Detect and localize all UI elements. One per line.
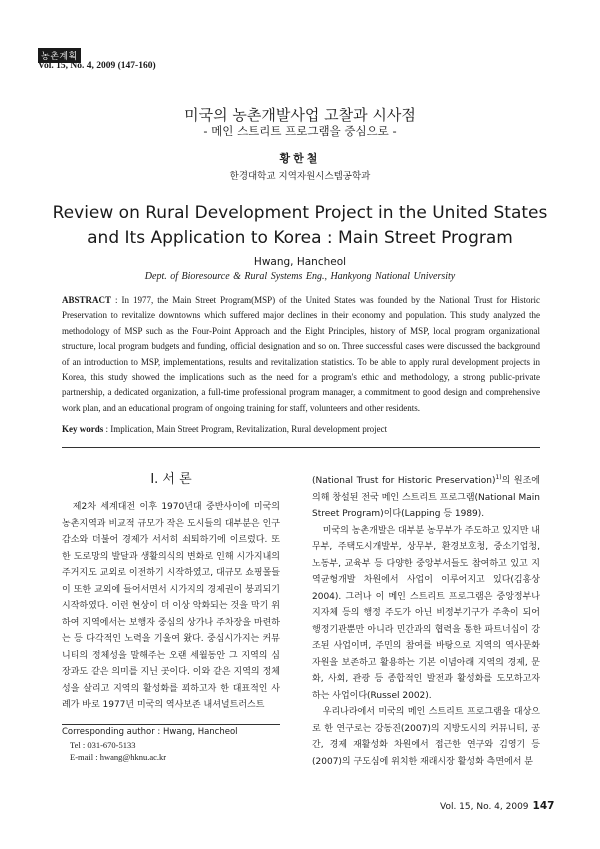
left-column [62, 499, 280, 714]
right-column [312, 470, 540, 770]
abstract-label: ABSTRACT [62, 295, 112, 305]
paragraph [312, 470, 540, 523]
footnote-divider [62, 724, 280, 725]
abstract [62, 293, 540, 416]
title-en-line1: Review on Rural Development Project in the United States [52, 203, 548, 223]
footnote [62, 726, 238, 764]
author-english: Hwang, Hancheol [253, 256, 347, 268]
affiliation-english: Dept. of Bioresource & Rural Systems Eng., Hankyong National University [144, 271, 456, 282]
footer-issue: Vol. 15, No. 4, 2009 [440, 802, 529, 812]
paragraph-text: 의 원조에 의해 창설된 전국 메인 스트리트 프로그램(National Main Street Program)이다(Lapping 등 1989). [312, 476, 540, 519]
abstract-text: : In 1977, the Main Street Program(MSP) of the United States was founded by the National Trust for Historic Preservation to revitalize downtowns which suffered major declines in their economy and population. This study analyzed the methodology of MSP such as the Four-Point Approach and the Eight Principles, history of MSP, local program organizational structure, local program budgets and funding, official designation and so on. Three successful cases were discussed the background of an introduction to MSP, implementations, results and revitalization statistics. To be able to apply rural development projects in Korea, this study showed the implications such as the need for a program's ethic and methodology, a strong public-private partnership, a dedicated organization, a full-time professional program manager, a commitment to good design and comprehensive work plan, and an educational program of ongoing training for staff, volunteers and other residents. [62, 295, 540, 413]
affiliation-korean: 한경대학교 지역자원시스템공학과 [229, 171, 371, 182]
paragraph-text: (National Trust for Historic Preservation) [312, 476, 496, 486]
paragraph: 우리나라에서 미국의 메인 스트리트 프로그램을 대상으로 한 연구로는 강동진(2007)의 지방도시의 커뮤니티, 공간, 경제 재활성화 차원에서 접근한 연구와 김영기 등(2007)의 구도심에 위치한 재래시장 활성화 측면에서 분 [312, 707, 540, 767]
page-footer [440, 800, 554, 812]
paper-subtitle-korean: - 메인 스트리트 프로그램을 중심으로 - [203, 124, 397, 138]
title-en-line2: and Its Application to Korea : Main Street Program [87, 228, 513, 248]
keywords-label: Key words [62, 424, 104, 434]
keywords-text: : Implication, Main Street Program, Revitalization, Rural development project [103, 424, 388, 434]
paragraph: 제2차 세계대전 이후 1970년대 중반사이에 미국의 농촌지역과 비교적 규모가 작은 도시들의 대부분은 인구감소와 더불어 경제가 서서히 쇠퇴하기에 이르렀다. 또한 도로망의 발달과 생활의식의 변화로 인해 시가지내의 주거지도 교외로 이전하기 시작하였고, 대규모 쇼핑몰들이 또한 교외에 들어서면서 시가지의 경제권이 붕괴되기 시작하였다. 이런 현상이 더 이상 악화되는 것을 막기 위하여 지역에서는 보행자 중심의 상가나 주차장을 마련하는 등 다각적인 노력을 기울여 왔다. 중심시가지는 커뮤니티의 정체성을 말해주는 오랜 세월동안 그 지역의 심장과도 같은 의미를 지닌 곳이다. 이와 같은 지역의 정체성을 살리고 지역의 활성화를 꾀하고자 한 대표적인 사례가 바로 1977년 미국의 역사보존 내셔널트러스트 [62, 502, 280, 710]
footnote-ref: 1) [495, 474, 502, 481]
keywords [62, 424, 387, 434]
journal-volume: Vol. 15, No. 4, 2009 (147-160) [38, 61, 156, 71]
journal-badge: 농촌계획 [38, 48, 81, 63]
corresponding-author: Corresponding author : Hwang, Hancheol [62, 727, 238, 737]
paragraph: 미국의 농촌개발은 대부분 농무부가 주도하고 있지만 내무부, 주택도시개발부, 상무부, 환경보호청, 중소기업청, 노동부, 교육부 등 다양한 중앙부서들도 참여하고 있고 지역균형개발 차원에서 사업이 이루어지고 있다(김홍상 2004). 그러나 이 메인 스트리트 프로그램은 중앙정부나 지자체 등의 행정 주도가 아닌 비정부기구가 주축이 되어 행정기관뿐만 아니라 민간과의 협력을 통한 파트너십이 강조된 사업이며, 주민의 참여를 바탕으로 지역의 역사문화자원을 보존하고 활용하는 기본 이념아래 지역의 경제, 문화, 사회, 관광 등 종합적인 발전과 활성화를 도모하고자 하는 사업이다(Russel 2002). [312, 525, 540, 701]
paper-title-english [0, 201, 600, 251]
author-korean: 황한철 [279, 152, 321, 165]
page-number: 147 [532, 800, 555, 812]
author-tel: Tel : 031-670-5133 [70, 739, 136, 750]
author-email: E-mail : hwang@hknu.ac.kr [70, 752, 167, 762]
section-heading: I. 서 론 [150, 472, 192, 487]
paper-title-korean: 미국의 농촌개발사업 고찰과 시사점 [184, 106, 416, 124]
divider [62, 447, 540, 448]
